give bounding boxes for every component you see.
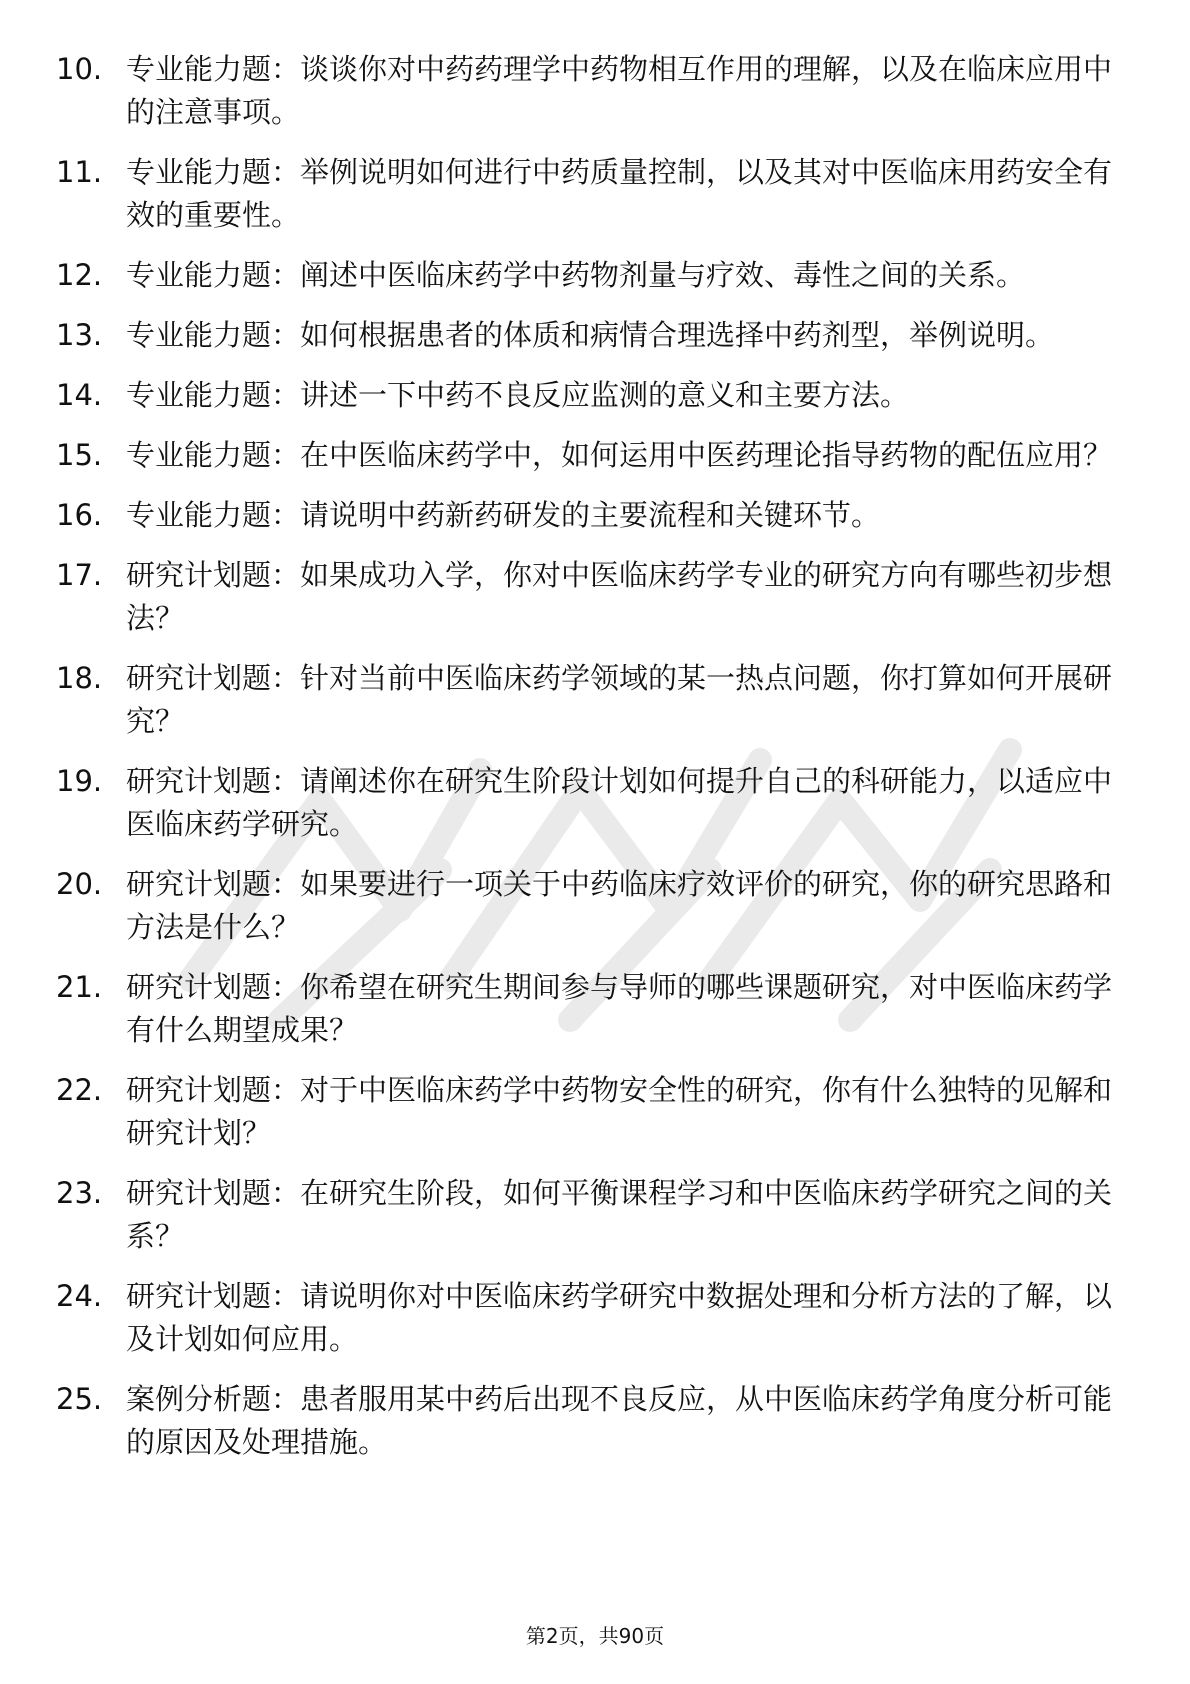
question-number: 22. (56, 1073, 103, 1107)
question-item (56, 254, 1116, 297)
question-text: 专业能力题：讲述一下中药不良反应监测的意义和主要方法。 (126, 378, 910, 412)
question-item (56, 374, 1116, 417)
question-item (56, 48, 1116, 134)
question-number: 17. (56, 558, 103, 592)
question-item (56, 1378, 1116, 1464)
question-item (56, 1275, 1116, 1361)
question-text: 案例分析题：患者服用某中药后出现不良反应，从中医临床药学角度分析可能的原因及处理措施。 (126, 1382, 1113, 1459)
question-item (56, 760, 1116, 846)
question-item (56, 863, 1116, 949)
question-item (56, 434, 1116, 477)
question-item (56, 1172, 1116, 1258)
question-text: 研究计划题：如果要进行一项关于中药临床疗效评价的研究，你的研究思路和方法是什么？ (126, 867, 1113, 944)
question-item (56, 657, 1116, 743)
question-item (56, 314, 1116, 357)
page-number-footer: 第2页，共90页 (525, 1624, 665, 1648)
question-number: 16. (56, 498, 103, 532)
question-item (56, 151, 1116, 237)
question-text: 专业能力题：在中医临床药学中，如何运用中医药理论指导药物的配伍应用？ (126, 438, 1113, 472)
question-text: 专业能力题：请说明中药新药研发的主要流程和关键环节。 (126, 498, 881, 532)
question-item (56, 554, 1116, 640)
question-number: 15. (56, 438, 103, 472)
question-number: 18. (56, 661, 103, 695)
question-number: 10. (56, 52, 103, 86)
question-text: 专业能力题：如何根据患者的体质和病情合理选择中药剂型，举例说明。 (126, 318, 1055, 352)
question-number: 13. (56, 318, 103, 352)
question-number: 21. (56, 970, 103, 1004)
question-number: 23. (56, 1176, 103, 1210)
question-number: 20. (56, 867, 103, 901)
question-text: 研究计划题：在研究生阶段，如何平衡课程学习和中医临床药学研究之间的关系？ (126, 1176, 1113, 1253)
question-text: 专业能力题：谈谈你对中药药理学中药物相互作用的理解，以及在临床应用中的注意事项。 (126, 52, 1113, 129)
question-text: 专业能力题：阐述中医临床药学中药物剂量与疗效、毒性之间的关系。 (126, 258, 1026, 292)
question-number: 25. (56, 1382, 103, 1416)
question-text: 研究计划题：请阐述你在研究生阶段计划如何提升自己的科研能力，以适应中医临床药学研究。 (126, 764, 1113, 841)
question-number: 19. (56, 764, 103, 798)
question-list (56, 48, 1116, 1481)
question-text: 研究计划题：你希望在研究生期间参与导师的哪些课题研究，对中医临床药学有什么期望成果？ (126, 970, 1113, 1047)
question-number: 24. (56, 1279, 103, 1313)
question-text: 研究计划题：针对当前中医临床药学领域的某一热点问题，你打算如何开展研究？ (126, 661, 1113, 738)
question-text: 研究计划题：请说明你对中医临床药学研究中数据处理和分析方法的了解，以及计划如何应用。 (126, 1279, 1113, 1356)
question-number: 12. (56, 258, 103, 292)
question-text: 研究计划题：对于中医临床药学中药物安全性的研究，你有什么独特的见解和研究计划？ (126, 1073, 1113, 1150)
question-text: 研究计划题：如果成功入学，你对中医临床药学专业的研究方向有哪些初步想法？ (126, 558, 1113, 635)
question-number: 14. (56, 378, 103, 412)
question-item (56, 494, 1116, 537)
question-item (56, 1069, 1116, 1155)
question-item (56, 966, 1116, 1052)
question-text: 专业能力题：举例说明如何进行中药质量控制，以及其对中医临床用药安全有效的重要性。 (126, 155, 1113, 232)
question-number: 11. (56, 155, 103, 189)
